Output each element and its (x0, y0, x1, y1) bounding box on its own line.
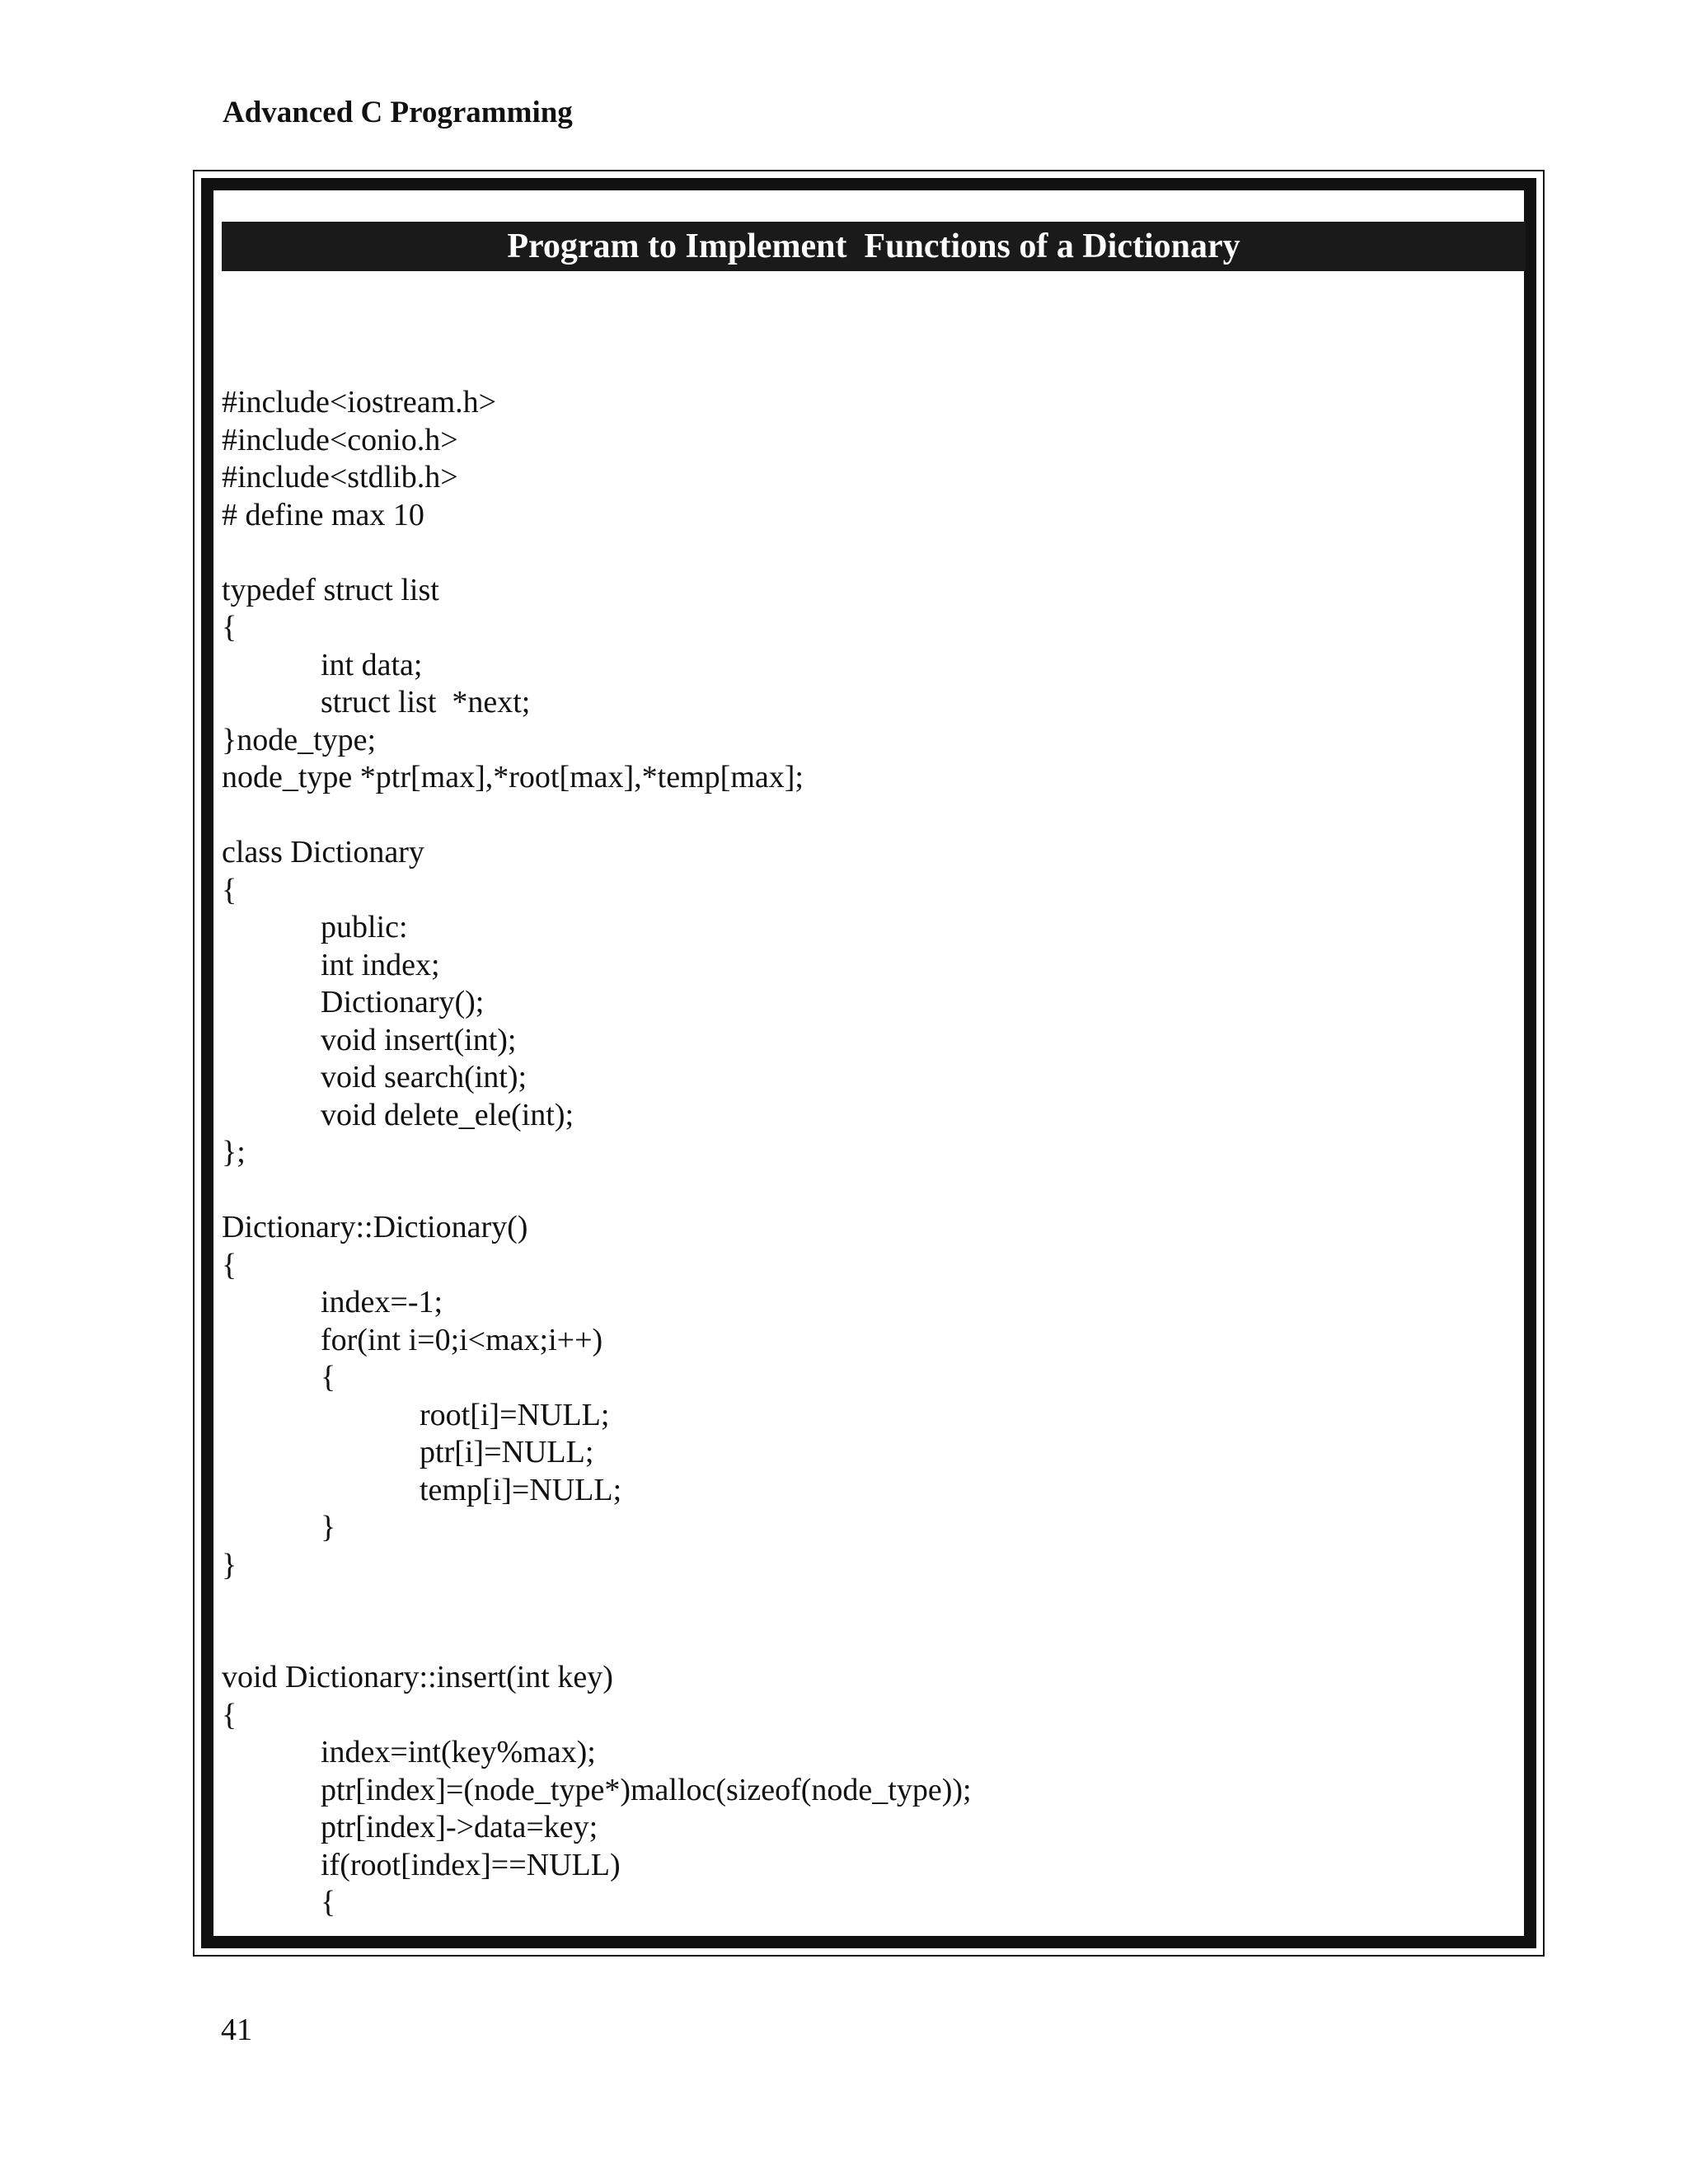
code-line: } (222, 1547, 237, 1582)
code-line: { (222, 872, 237, 907)
code-listing (222, 384, 1507, 1922)
code-line: #include<stdlib.h> (222, 460, 458, 494)
code-line: ptr[i]=NULL; (420, 1435, 594, 1469)
page-number: 41 (221, 2013, 252, 2047)
code-line: Dictionary(); (321, 985, 485, 1019)
code-line: struct list *next; (321, 685, 531, 719)
code-line: void Dictionary::insert(int key) (222, 1660, 613, 1694)
code-line: temp[i]=NULL; (420, 1472, 622, 1507)
code-line: for(int i=0;i<max;i++) (321, 1322, 603, 1357)
code-line: #include<iostream.h> (222, 385, 497, 419)
code-line: public: (321, 910, 408, 944)
code-line: { (222, 1247, 237, 1282)
code-line: # define max 10 (222, 497, 424, 532)
code-blank-line (222, 1622, 1507, 1660)
code-line: { (222, 1697, 237, 1732)
code-blank-line (222, 797, 1507, 835)
code-line: Dictionary::Dictionary() (222, 1210, 528, 1244)
code-blank-line (222, 534, 1507, 572)
code-line: } (321, 1510, 336, 1544)
running-header: Advanced C Programming (223, 96, 573, 129)
code-line: void insert(int); (321, 1022, 517, 1057)
code-line: index=-1; (321, 1285, 443, 1319)
program-title-bar: Program to Implement Functions of a Dictionary (222, 222, 1526, 271)
code-line: class Dictionary (222, 835, 424, 869)
code-line: { (321, 1885, 336, 1919)
code-line: node_type *ptr[max],*root[max],*temp[max]; (222, 760, 804, 794)
code-line: #include<conio.h> (222, 422, 458, 457)
code-line: ptr[index]->data=key; (321, 1810, 598, 1844)
code-line: root[i]=NULL; (420, 1397, 610, 1432)
code-line: index=int(key%max); (321, 1735, 596, 1769)
code-blank-line (222, 1584, 1507, 1622)
code-line: void delete_ele(int); (321, 1097, 574, 1132)
code-line: if(root[index]==NULL) (321, 1847, 621, 1882)
code-line: int index; (321, 947, 440, 982)
code-line: { (321, 1360, 336, 1394)
code-line: ptr[index]=(node_type*)malloc(sizeof(node_type)); (321, 1772, 972, 1807)
code-blank-line (222, 1172, 1507, 1210)
code-line: }node_type; (222, 722, 377, 757)
code-line: void search(int); (321, 1060, 528, 1094)
code-line: int data; (321, 647, 423, 682)
code-line: }; (222, 1135, 246, 1169)
code-line: typedef struct list (222, 572, 439, 607)
code-line: { (222, 610, 237, 644)
